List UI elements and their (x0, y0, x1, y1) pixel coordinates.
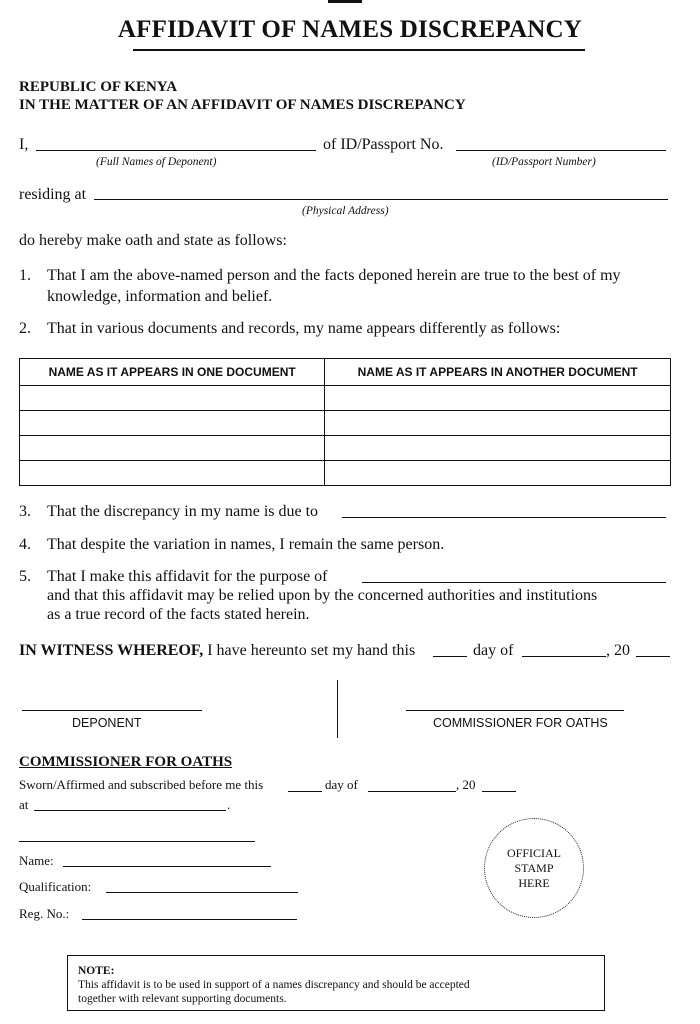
commissioner-signature-field[interactable] (19, 841, 255, 842)
names-table (19, 358, 671, 486)
note-line-2: together with relevant supporting documents. (78, 993, 287, 1005)
table-row (20, 411, 671, 436)
item-4-text: That despite the variation in names, I remain the same person. (47, 536, 445, 553)
item-2-text: That in various documents and records, my name appears differently as follows: (47, 320, 561, 337)
item-2-number: 2. (19, 320, 31, 337)
residing-label: residing at (19, 186, 87, 203)
stamp-line-1: OFFICIAL (506, 845, 561, 860)
note-box (67, 955, 605, 1011)
witness-day-of: day of (473, 642, 514, 659)
id-number-caption: (ID/Passport Number) (492, 156, 596, 168)
note-heading: NOTE: (78, 965, 115, 977)
page-title: AFFIDAVIT OF NAMES DISCREPANCY (117, 16, 583, 43)
witness-month-field[interactable] (522, 656, 606, 657)
qualification-label: Qualification: (19, 879, 92, 894)
table-cell[interactable] (20, 461, 325, 486)
item-5-number: 5. (19, 568, 31, 585)
table-cell[interactable] (325, 436, 671, 461)
deponent-label: DEPONENT (72, 716, 142, 730)
commissioner-heading: COMMISSIONER FOR OATHS (19, 754, 233, 770)
stamp-line-3: HERE (518, 875, 550, 890)
id-number-field[interactable] (456, 150, 666, 151)
table-cell[interactable] (325, 411, 671, 436)
reg-no-label: Reg. No.: (19, 906, 70, 921)
sworn-year-prefix: , 20 (456, 777, 476, 792)
table-row (20, 386, 671, 411)
sworn-month-field[interactable] (368, 791, 456, 792)
item-5-text-cont2: as a true record of the facts stated herein. (47, 606, 310, 623)
qualification-field[interactable] (106, 892, 298, 893)
reg-no-field[interactable] (82, 919, 297, 920)
table-cell[interactable] (20, 411, 325, 436)
table-cell[interactable] (20, 436, 325, 461)
stamp-line-2: STAMP (514, 860, 554, 875)
item-1-text: That I am the above-named person and the facts deponed herein are true to the best of my (47, 267, 621, 284)
commissioner-name-field[interactable] (63, 866, 271, 867)
table-cell[interactable] (20, 386, 325, 411)
table-header-row (20, 359, 671, 386)
item-3-text: That the discrepancy in my name is due to (47, 503, 319, 520)
witness-bold: IN WITNESS WHEREOF, (19, 642, 204, 659)
name-label: Name: (19, 853, 54, 868)
at-period: . (227, 797, 231, 812)
sworn-year-field[interactable] (482, 791, 516, 792)
table-row (20, 461, 671, 486)
note-line-1: This affidavit is to be used in support of a names discrepancy and should be accepted (78, 979, 470, 991)
deponent-prefix: I, (19, 136, 29, 153)
signature-divider (337, 680, 338, 738)
header-republic: REPUBLIC OF KENYA (19, 79, 178, 95)
item-4-number: 4. (19, 536, 31, 553)
discrepancy-reason-field[interactable] (342, 517, 666, 518)
address-field[interactable] (94, 199, 668, 200)
full-name-field[interactable] (36, 150, 316, 151)
table-header-one: NAME AS IT APPEARS IN ONE DOCUMENT (20, 359, 325, 386)
table-cell[interactable] (325, 386, 671, 411)
header-matter: IN THE MATTER OF AN AFFIDAVIT OF NAMES DISCREPANCY (19, 97, 466, 113)
oath-intro: do hereby make oath and state as follows: (19, 232, 287, 249)
sworn-day-field[interactable] (288, 791, 322, 792)
item-5-text: That I make this affidavit for the purpose of (47, 568, 328, 585)
item-5-text-cont: and that this affidavit may be relied upon by the concerned authorities and institutions (47, 587, 598, 604)
at-label: at (19, 797, 29, 812)
official-stamp-area (484, 818, 584, 918)
item-1-number: 1. (19, 267, 31, 284)
witness-year-prefix: , 20 (606, 642, 630, 659)
title-underline (133, 49, 585, 51)
table-cell[interactable] (325, 461, 671, 486)
purpose-field[interactable] (362, 582, 666, 583)
top-mark (328, 0, 362, 3)
table-row (20, 436, 671, 461)
table-header-another: NAME AS IT APPEARS IN ANOTHER DOCUMENT (325, 359, 671, 386)
address-caption: (Physical Address) (302, 205, 389, 217)
commissioner-label: COMMISSIONER FOR OATHS (433, 716, 608, 730)
witness-day-field[interactable] (433, 656, 467, 657)
item-3-number: 3. (19, 503, 31, 520)
at-place-field[interactable] (34, 810, 226, 811)
sworn-day-of: day of (325, 777, 358, 792)
item-1-text-cont: knowledge, information and belief. (47, 288, 273, 305)
id-label: of ID/Passport No. (323, 136, 444, 153)
witness-year-field[interactable] (636, 656, 670, 657)
commissioner-signature-line[interactable] (406, 710, 624, 711)
witness-clause (19, 642, 415, 660)
deponent-signature-line[interactable] (22, 710, 202, 711)
full-name-caption: (Full Names of Deponent) (96, 156, 217, 168)
witness-text: I have hereunto set my hand this (207, 642, 416, 659)
sworn-text: Sworn/Affirmed and subscribed before me this (19, 777, 264, 792)
